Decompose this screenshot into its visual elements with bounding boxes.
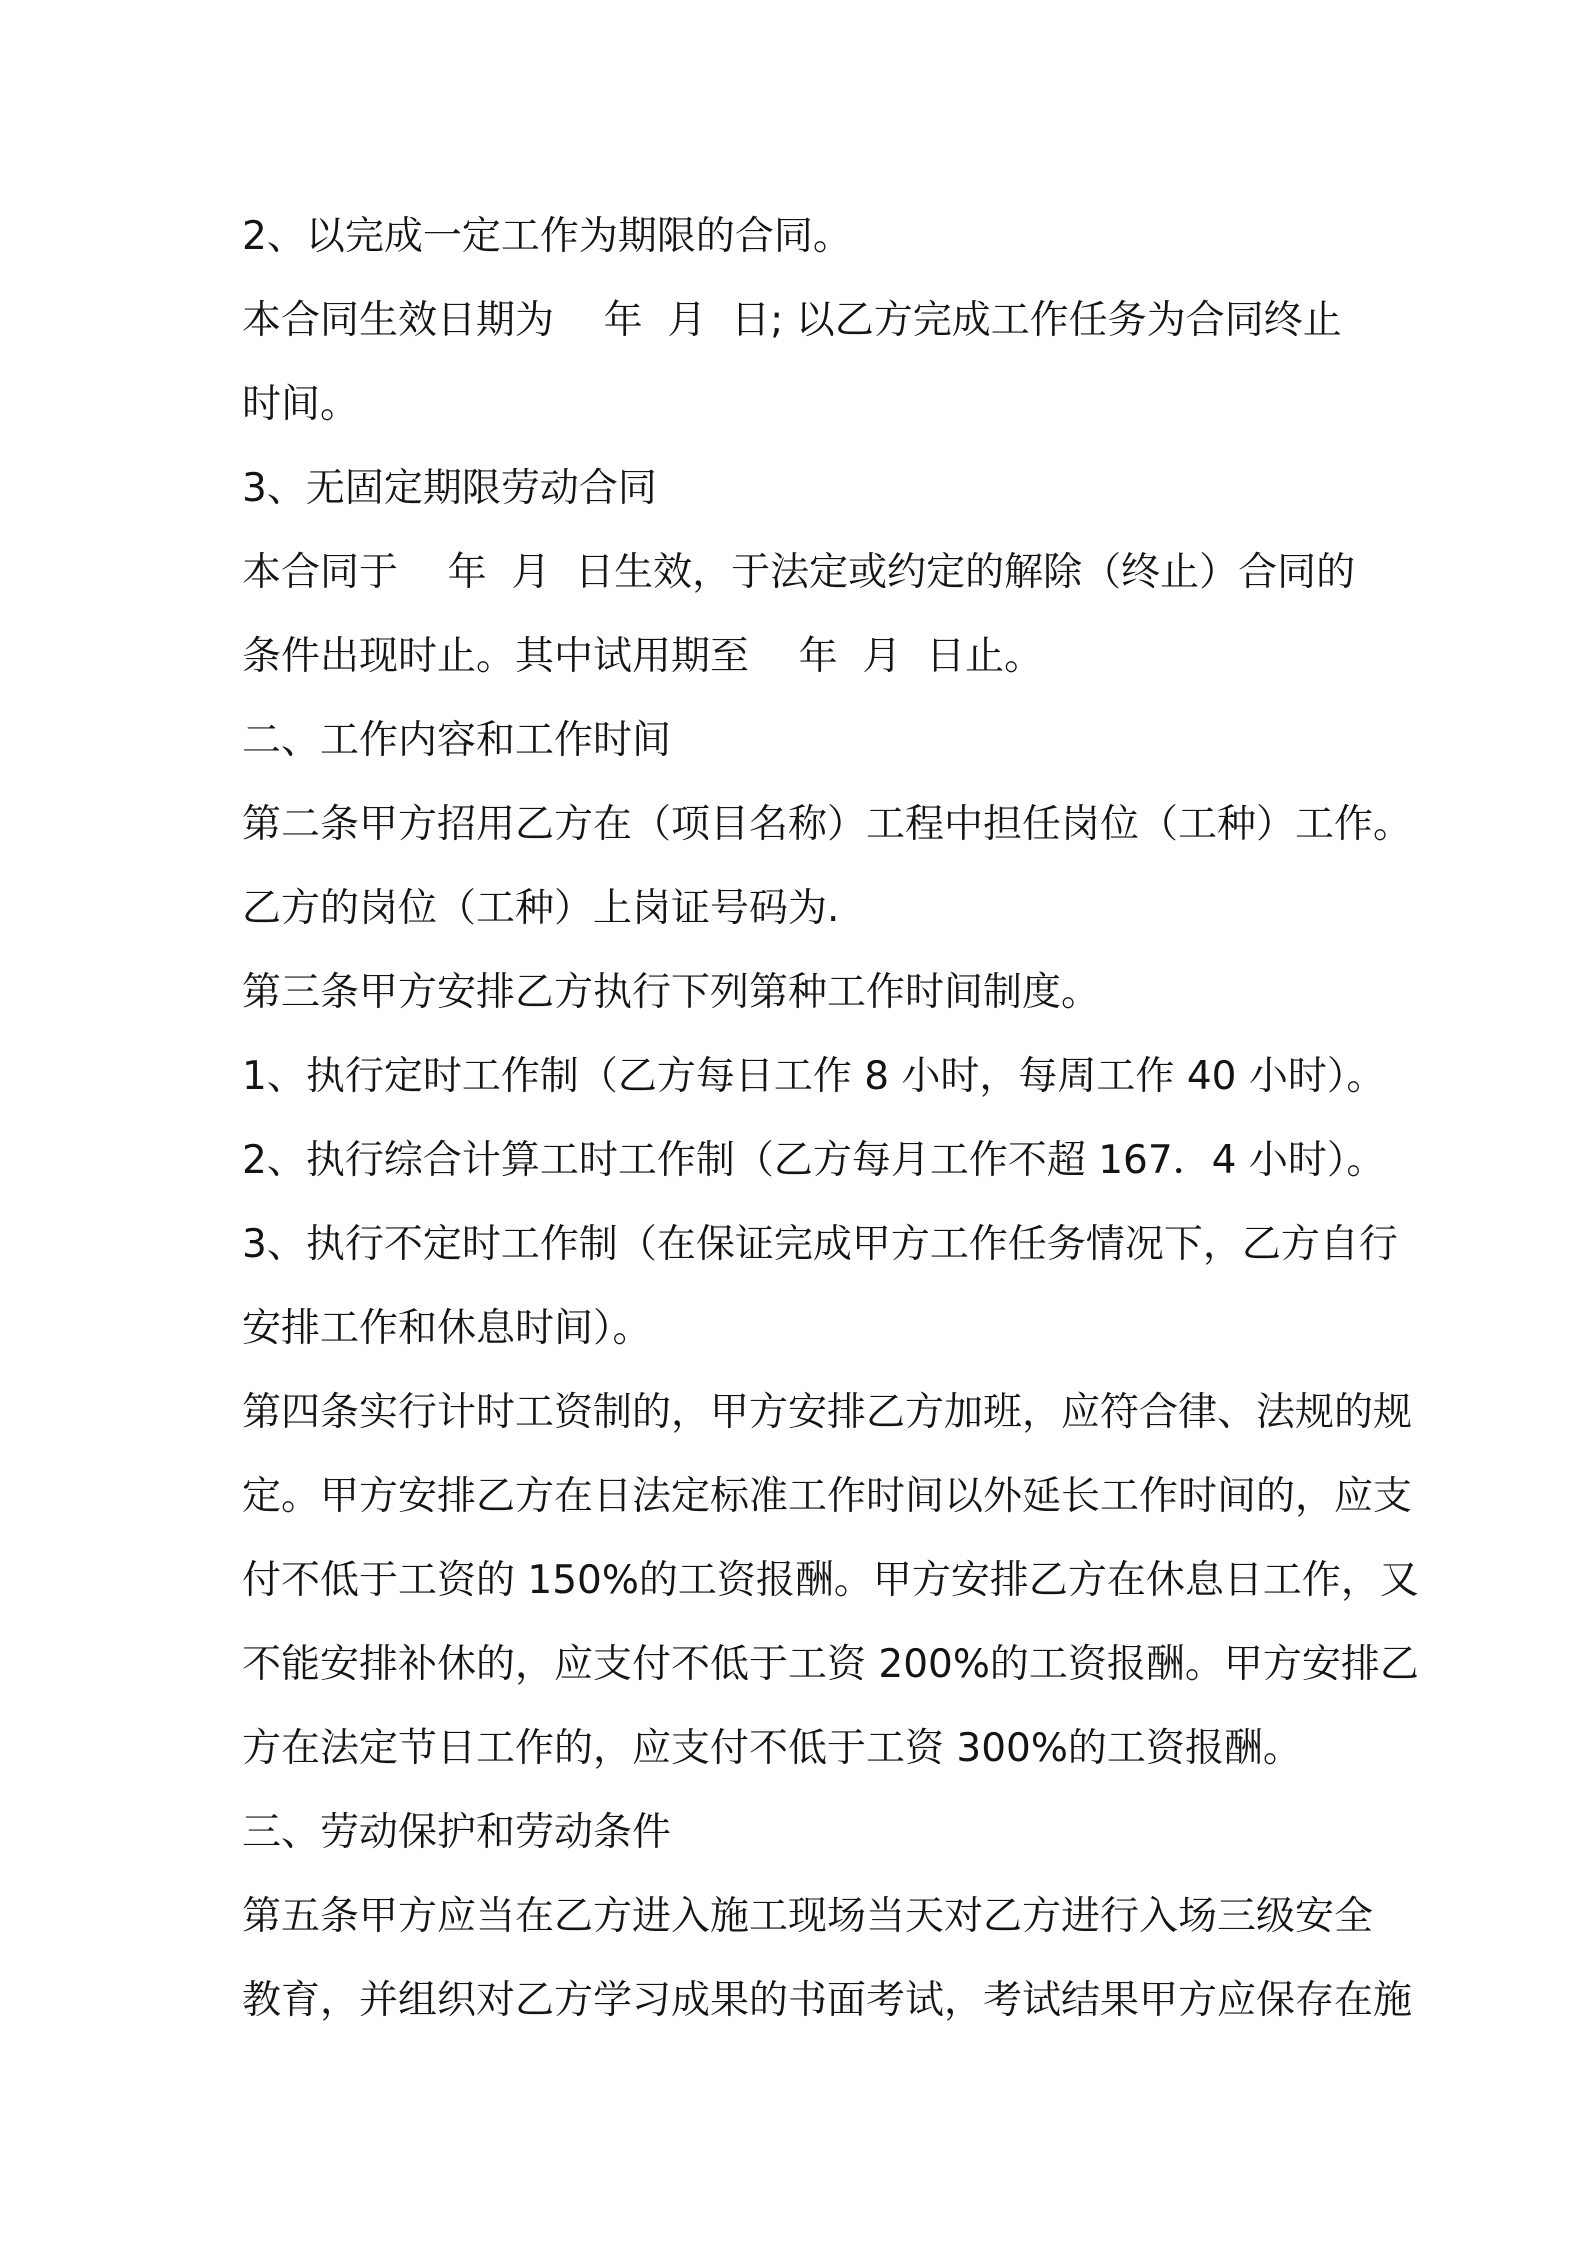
paragraph-line: 不能安排补休的，应支付不低于工资 200%的工资报酬。甲方安排乙 <box>242 1642 1419 1687</box>
paragraph-line: 安排工作和休息时间）。 <box>242 1306 652 1351</box>
paragraph-line: 3、执行不定时工作制（在保证完成甲方工作任务情况下，乙方自行 <box>242 1222 1398 1267</box>
section-heading: 二、工作内容和工作时间 <box>242 718 672 763</box>
paragraph-line: 2、以完成一定工作为期限的合同。 <box>242 214 852 259</box>
paragraph-line: 乙方的岗位（工种）上岗证号码为. <box>242 886 840 931</box>
paragraph-line: 条件出现时止。其中试用期至 年 月 日止。 <box>242 634 1044 679</box>
paragraph-line: 第五条甲方应当在乙方进入施工现场当天对乙方进行入场三级安全 <box>242 1894 1374 1939</box>
paragraph-line: 方在法定节日工作的，应支付不低于工资 300%的工资报酬。 <box>242 1726 1302 1771</box>
section-heading: 三、劳动保护和劳动条件 <box>242 1810 672 1855</box>
paragraph-line: 本合同于 年 月 日生效，于法定或约定的解除（终止）合同的 <box>242 550 1356 595</box>
paragraph-line: 1、执行定时工作制（乙方每日工作 8 小时，每周工作 40 小时）。 <box>242 1054 1386 1099</box>
paragraph-line: 本合同生效日期为 年 月 日; 以乙方完成工作任务为合同终止 <box>242 298 1342 343</box>
paragraph-line: 定。甲方安排乙方在日法定标准工作时间以外延长工作时间的，应支 <box>242 1474 1413 1519</box>
paragraph-line: 3、无固定期限劳动合同 <box>242 466 657 511</box>
paragraph-line: 付不低于工资的 150%的工资报酬。甲方安排乙方在休息日工作，又 <box>242 1558 1419 1603</box>
paragraph-line: 第四条实行计时工资制的，甲方安排乙方加班，应符合律、法规的规 <box>242 1390 1413 1435</box>
paragraph-line: 时间。 <box>242 382 360 427</box>
paragraph-line: 第三条甲方安排乙方执行下列第种工作时间制度。 <box>242 970 1101 1015</box>
paragraph-line: 第二条甲方招用乙方在（项目名称）工程中担任岗位（工种）工作。 <box>242 802 1413 847</box>
document-body <box>242 195 1419 2043</box>
paragraph-line: 2、执行综合计算工时工作制（乙方每月工作不超 167．4 小时）。 <box>242 1138 1386 1183</box>
paragraph-line: 教育，并组织对乙方学习成果的书面考试，考试结果甲方应保存在施 <box>242 1978 1413 2023</box>
